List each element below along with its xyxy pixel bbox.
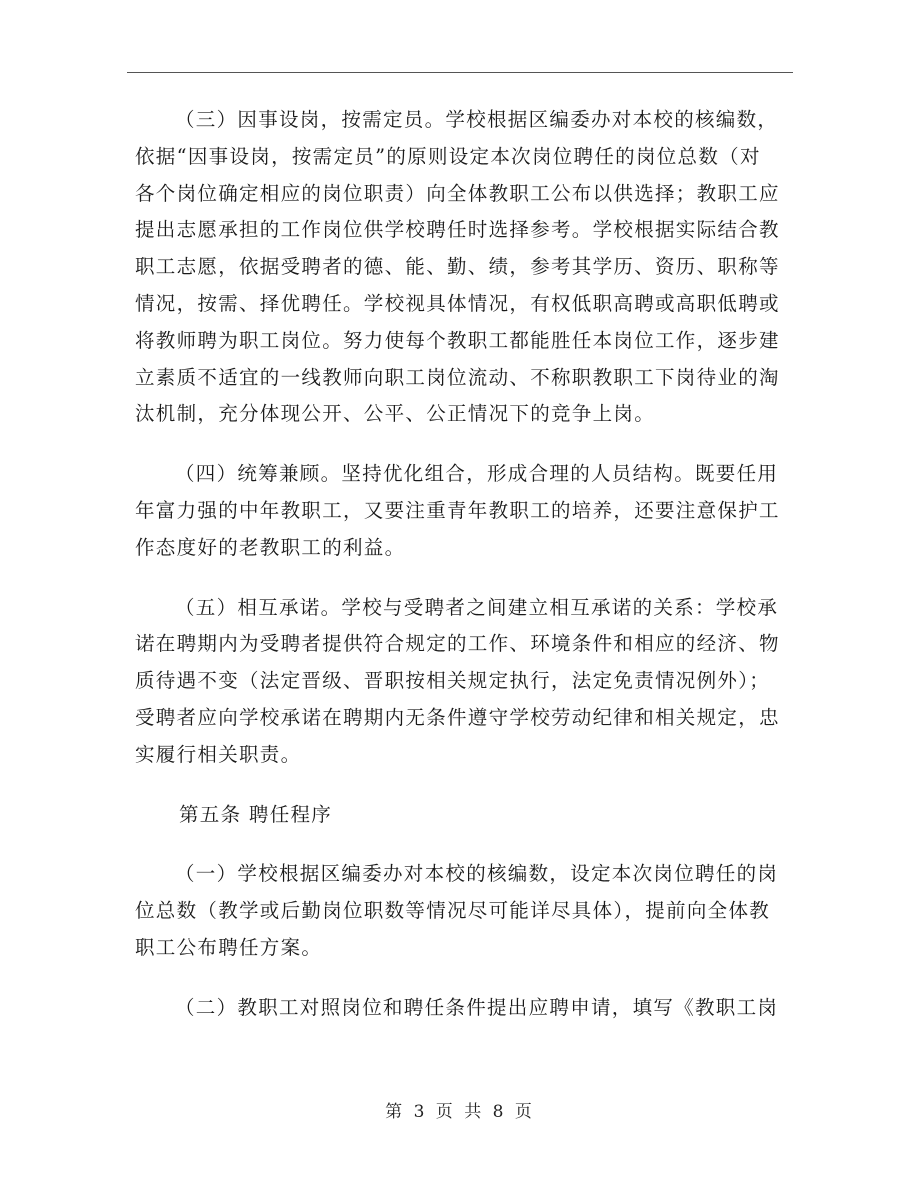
- text-line: 作态度好的老教职工的利益。: [135, 535, 406, 559]
- paragraph-overall-planning: [135, 456, 799, 566]
- text-line: （三）因事设岗，按需定员。学校根据区编委办对本校的核编数，: [175, 108, 779, 131]
- paragraph-procedure-step-2: [135, 990, 799, 1027]
- text-line: （四）统筹兼顾。坚持优化组合，形成合理的人员结构。既要任用: [175, 462, 779, 486]
- text-line: （二）教职工对照岗位和聘任条件提出应聘申请，填写《教职工岗: [175, 995, 779, 1019]
- paragraph-mutual-commitment: [135, 590, 799, 774]
- paragraph-position-setting: [135, 102, 799, 433]
- text-line: 提出志愿承担的工作岗位供学校聘任时选择参考。学校根据实际结合教: [135, 218, 780, 242]
- text-line: 情况，按需、择优聘任。学校视具体情况，有权低职高聘或高职低聘或: [135, 291, 780, 315]
- page-number-footer: 第 3 页 共 8 页: [385, 1102, 535, 1122]
- text-line: 将教师聘为职工岗位。努力使每个教职工都能胜任本岗位工作，逐步建: [135, 328, 780, 352]
- text-line: 职工公布聘任方案。: [135, 935, 323, 959]
- text-line: 立素质不适宜的一线教师向职工岗位流动、不称职教职工下岗待业的淘: [135, 365, 780, 389]
- text-line: 年富力强的中年教职工，又要注重青年教职工的培养，还要注意保护工: [135, 498, 780, 522]
- paragraph-procedure-step-1: [135, 856, 799, 966]
- text-line: 受聘者应向学校承诺在聘期内无条件遵守学校劳动纪律和相关规定，忠: [135, 705, 780, 729]
- text-line: 位总数（教学或后勤岗位职数等情况尽可能详尽具体），提前向全体教: [135, 899, 771, 923]
- text-line: 各个岗位确定相应的岗位职责）向全体教职工公布以供选择；教职工应: [135, 181, 780, 205]
- text-line: 质待遇不变（法定晋级、晋职按相关规定执行，法定免责情况例外）；: [135, 669, 771, 693]
- text-line: （一）学校根据区编委办对本校的核编数，设定本次岗位聘任的岗: [175, 862, 779, 886]
- text-line: 汰机制，充分体现公开、公平、公正情况下的竞争上岗。: [135, 402, 656, 426]
- text-line: （五）相互承诺。学校与受聘者之间建立相互承诺的关系：学校承: [175, 595, 779, 619]
- text-line: 实履行相关职责。: [135, 742, 302, 766]
- text-line: 诺在聘期内为受聘者提供符合规定的工作、环境条件和相应的经济、物: [135, 632, 780, 656]
- text-line: 依据“因事设岗，按需定员”的原则设定本次岗位聘任的岗位总数（对: [135, 144, 761, 168]
- section-heading: 第五条 聘任程序: [179, 802, 333, 826]
- document-body: [135, 102, 799, 1050]
- header-rule: [127, 72, 793, 73]
- text-line: 职工志愿，依据受聘者的德、能、勤、绩，参考其学历、资历、职称等: [135, 255, 780, 279]
